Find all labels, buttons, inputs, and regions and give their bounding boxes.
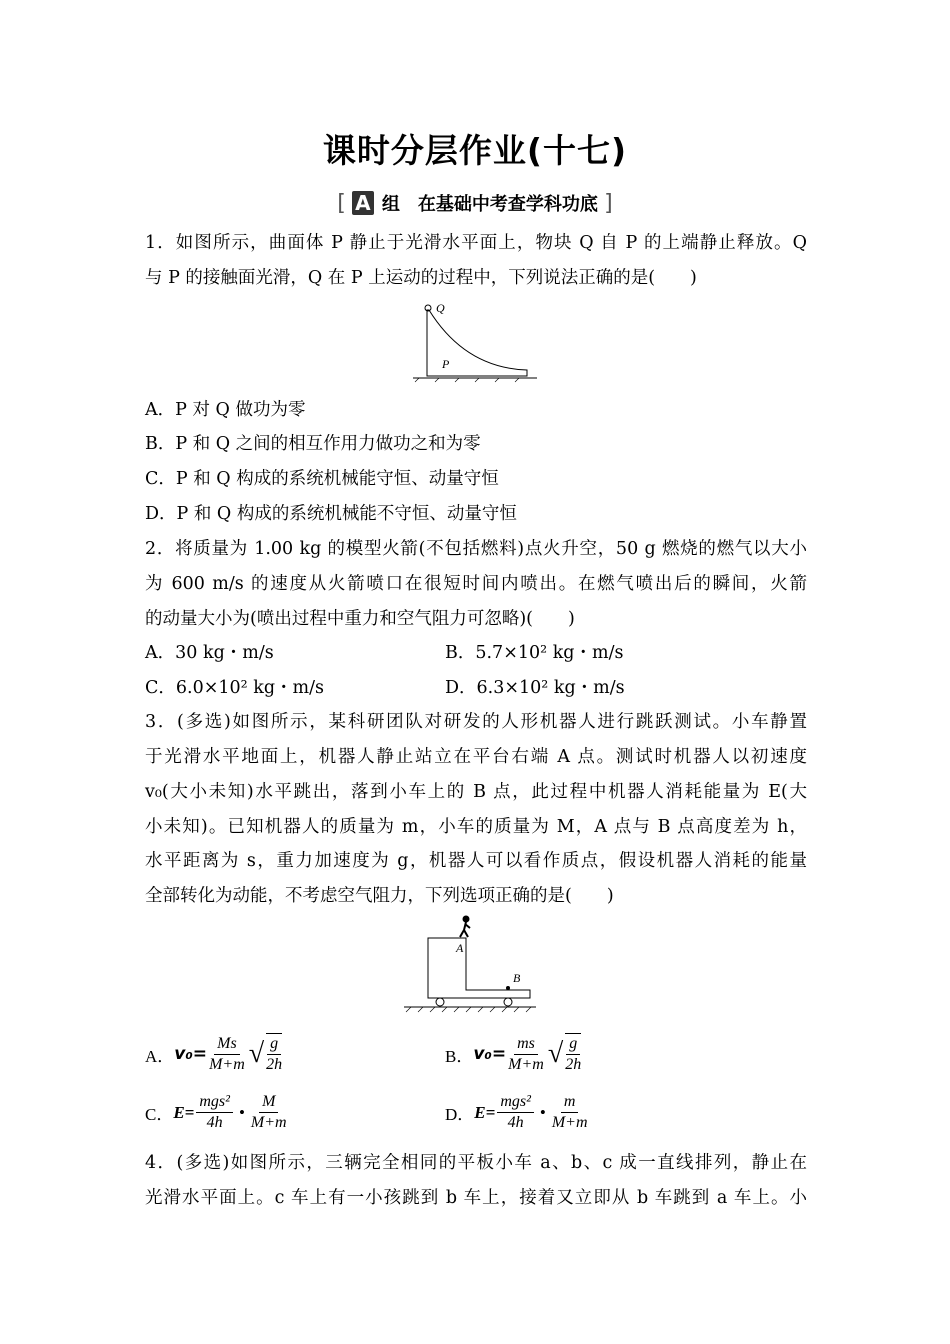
bracket-close: ] <box>604 191 613 216</box>
fraction <box>266 1033 282 1075</box>
multiply-dot: • <box>238 1102 245 1122</box>
numerator: M <box>259 1092 278 1113</box>
q2-line: 2．将质量为 1.00 kg 的模型火箭(不包括燃料)点火升空，50 g 燃烧的燃气以大小 <box>145 539 807 559</box>
q2-option-c: C．6.0×10² kg・m/s <box>145 678 325 698</box>
label-p: P <box>442 357 450 371</box>
q2-option-b: B．5.7×10² kg・m/s <box>445 643 624 663</box>
q3-option-a <box>145 1033 284 1075</box>
q2-option-a: A．30 kg・m/s <box>145 643 274 663</box>
fraction <box>497 1092 534 1133</box>
q1-option-d: D．P 和 Q 构成的系统机械能不守恒、动量守恒 <box>145 504 517 524</box>
option-label: C． <box>145 1105 174 1124</box>
q2-option-d: D．6.3×10² kg・m/s <box>445 678 625 698</box>
q4-line: 光滑水平面上。c 车上有一小孩跳到 b 车上，接着又立即从 b 车跳到 a 车上。小 <box>145 1188 807 1208</box>
group-badge: A <box>352 191 373 215</box>
q1-line: 与 P 的接触面光滑，Q 在 P 上运动的过程中，下列说法正确的是( ) <box>145 268 697 288</box>
option-label: A． <box>145 1046 175 1066</box>
formula-lhs: v₀= <box>473 1044 507 1064</box>
option-label: B． <box>445 1046 474 1066</box>
formula-lhs: E= <box>173 1102 195 1122</box>
bracket-open: [ <box>337 191 346 216</box>
label-q: Q <box>436 301 445 315</box>
q3-line: 全部转化为动能，不考虑空气阻力，下列选项正确的是( ) <box>145 886 614 906</box>
numerator: g <box>267 1034 281 1055</box>
page-title: 课时分层作业(十七) <box>322 131 628 170</box>
numerator: m <box>561 1092 579 1113</box>
section-header <box>0 190 950 216</box>
numerator: mgs² <box>497 1092 534 1113</box>
sqrt-icon: √ <box>547 1038 564 1069</box>
fraction <box>508 1034 544 1075</box>
q1-option-c: C．P 和 Q 构成的系统机械能守恒、动量守恒 <box>145 469 499 489</box>
sqrt-icon: √ <box>248 1038 265 1069</box>
q4-line: 4．(多选)如图所示，三辆完全相同的平板小车 a、b、c 成一直线排列，静止在 <box>145 1153 807 1173</box>
numerator: ms <box>514 1034 538 1055</box>
numerator: Ms <box>214 1034 240 1055</box>
multiply-dot: • <box>539 1102 546 1122</box>
q1-option-b: B．P 和 Q 之间的相互作用力做功之和为零 <box>145 434 481 454</box>
denominator: M+m <box>250 1114 287 1131</box>
q3-line: 小未知)。已知机器人的质量为 m，小车的质量为 M，A 点与 B 点高度差为 h， <box>145 817 807 837</box>
fraction <box>196 1092 233 1133</box>
q3-option-c <box>145 1092 289 1133</box>
q3-line: 水平距离为 s，重力加速度为 g，机器人可以看作质点，假设机器人消耗的能量 <box>145 851 807 871</box>
q3-option-b <box>445 1033 583 1075</box>
section-label: 组 在基础中考查学科功底 <box>381 194 598 215</box>
q3-line: 3．(多选)如图所示，某科研团队对研发的人形机器人进行跳跃测试。小车静置 <box>145 712 807 732</box>
option-label: D． <box>445 1105 475 1124</box>
denominator: M+m <box>551 1114 588 1131</box>
formula-lhs: v₀= <box>174 1044 208 1064</box>
q3-line: v₀(大小未知)水平跳出，落到小车上的 B 点，此过程中机器人消耗能量为 E(大 <box>145 782 807 802</box>
fraction <box>251 1092 287 1133</box>
formula-lhs: E= <box>474 1102 496 1122</box>
q3-line: 于光滑水平地面上，机器人静止站立在平台右端 A 点。测试时机器人以初速度 <box>145 747 807 767</box>
denominator: M+m <box>209 1055 245 1073</box>
denominator: 2h <box>565 1056 582 1073</box>
q3-figure-robot-cart <box>400 912 540 1016</box>
denominator: M+m <box>508 1055 544 1073</box>
label-a: A <box>456 941 464 955</box>
fraction <box>552 1092 588 1133</box>
robot-icon <box>460 917 470 938</box>
numerator: mgs² <box>196 1092 233 1113</box>
q3-option-d <box>445 1092 590 1133</box>
q2-line: 为 600 m/s 的速度从火箭喷口在很短时间内喷出。在燃气喷出后的瞬间，火箭 <box>145 574 807 594</box>
q2-line: 的动量大小为(喷出过程中重力和空气阻力可忽略)( ) <box>145 609 575 629</box>
denominator: 4h <box>206 1114 223 1131</box>
denominator: 2h <box>266 1056 283 1073</box>
fraction <box>209 1034 245 1075</box>
denominator: 4h <box>507 1114 524 1131</box>
label-b: B <box>513 971 521 985</box>
numerator: g <box>566 1034 580 1055</box>
q1-figure-curved-block <box>405 298 545 384</box>
fraction <box>565 1033 581 1075</box>
q1-line: 1．如图所示，曲面体 P 静止于光滑水平面上，物块 Q 自 P 的上端静止释放。Q <box>145 233 807 253</box>
q1-option-a: A．P 对 Q 做功为零 <box>145 400 306 420</box>
